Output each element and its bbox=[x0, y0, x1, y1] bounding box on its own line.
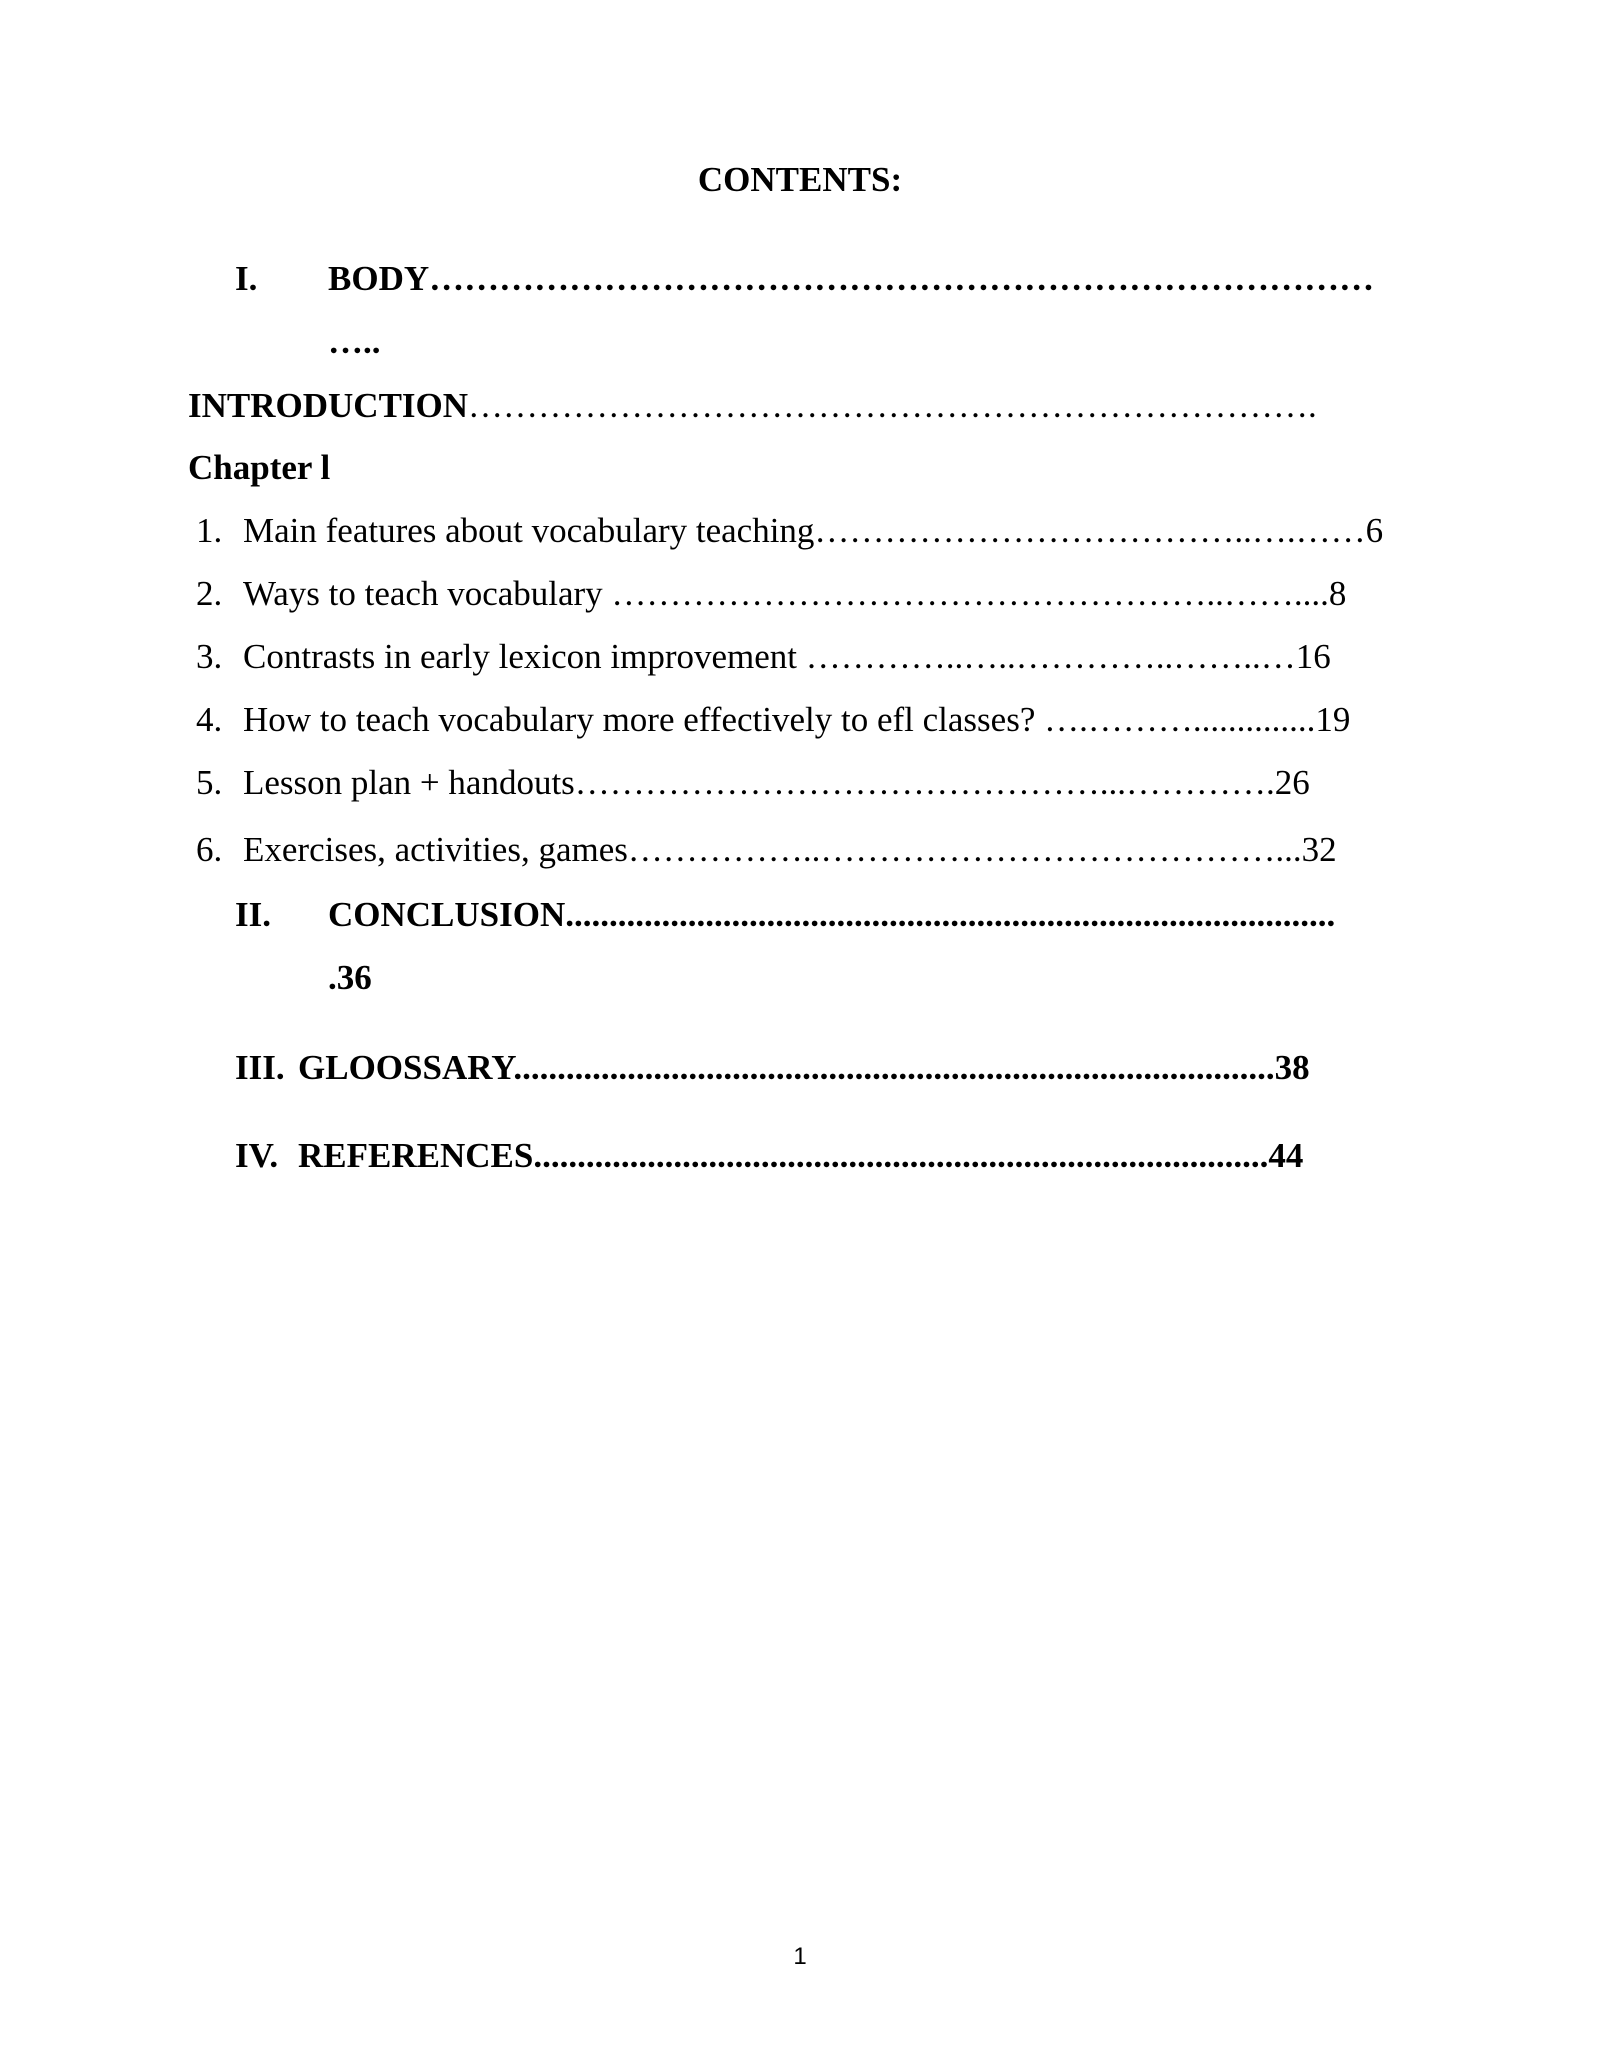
toc-introduction bbox=[188, 384, 1317, 428]
toc-chapter-heading: Chapter l bbox=[188, 448, 331, 487]
toc-item-number: 1. bbox=[196, 511, 223, 550]
toc-body-label: BODY……………………………………………………………………… bbox=[328, 259, 1375, 298]
toc-body-numeral: I. bbox=[235, 259, 258, 298]
toc-item-text: Exercises, activities, games……………..…………………………………...32 bbox=[243, 830, 1337, 869]
toc-item-number: 3. bbox=[196, 637, 223, 676]
toc-item-text: Ways to teach vocabulary ……………………………………………..……....8 bbox=[243, 574, 1347, 613]
toc-item-number: 4. bbox=[196, 700, 223, 739]
toc-conclusion-numeral: II. bbox=[235, 895, 271, 934]
toc-item-number: 5. bbox=[196, 763, 223, 802]
toc-item-number: 6. bbox=[196, 830, 223, 869]
toc-item-text: How to teach vocabulary more effectively to efl classes? ….………..............19 bbox=[243, 700, 1351, 739]
toc-references-label: REFERENCES....................................................................................44 bbox=[298, 1136, 1304, 1175]
toc-glossary-numeral: III. bbox=[235, 1048, 285, 1087]
toc-introduction-label: INTRODUCTION bbox=[188, 386, 469, 425]
toc-item-text: Lesson plan + handouts………………………………………...………….26 bbox=[243, 763, 1310, 802]
page-title: CONTENTS: bbox=[697, 160, 903, 199]
toc-item-number: 2. bbox=[196, 574, 223, 613]
toc-item-text: Main features about vocabulary teaching………………………………..….……6 bbox=[243, 511, 1384, 550]
toc-introduction-dots: ………………………………………………………………. bbox=[468, 386, 1317, 425]
toc-references-numeral: IV. bbox=[235, 1136, 279, 1175]
toc-item-text: Contrasts in early lexicon improvement …………..…..…………..……..…16 bbox=[243, 637, 1331, 676]
page-number: 1 bbox=[793, 1943, 807, 1970]
toc-conclusion-label: CONCLUSION........................................................................................ bbox=[328, 895, 1336, 934]
toc-glossary-label: GLOOSSARY.......................................................................................38 bbox=[298, 1048, 1310, 1087]
toc-body-continuation: ….. bbox=[328, 322, 381, 361]
toc-conclusion-continuation: .36 bbox=[328, 958, 372, 997]
